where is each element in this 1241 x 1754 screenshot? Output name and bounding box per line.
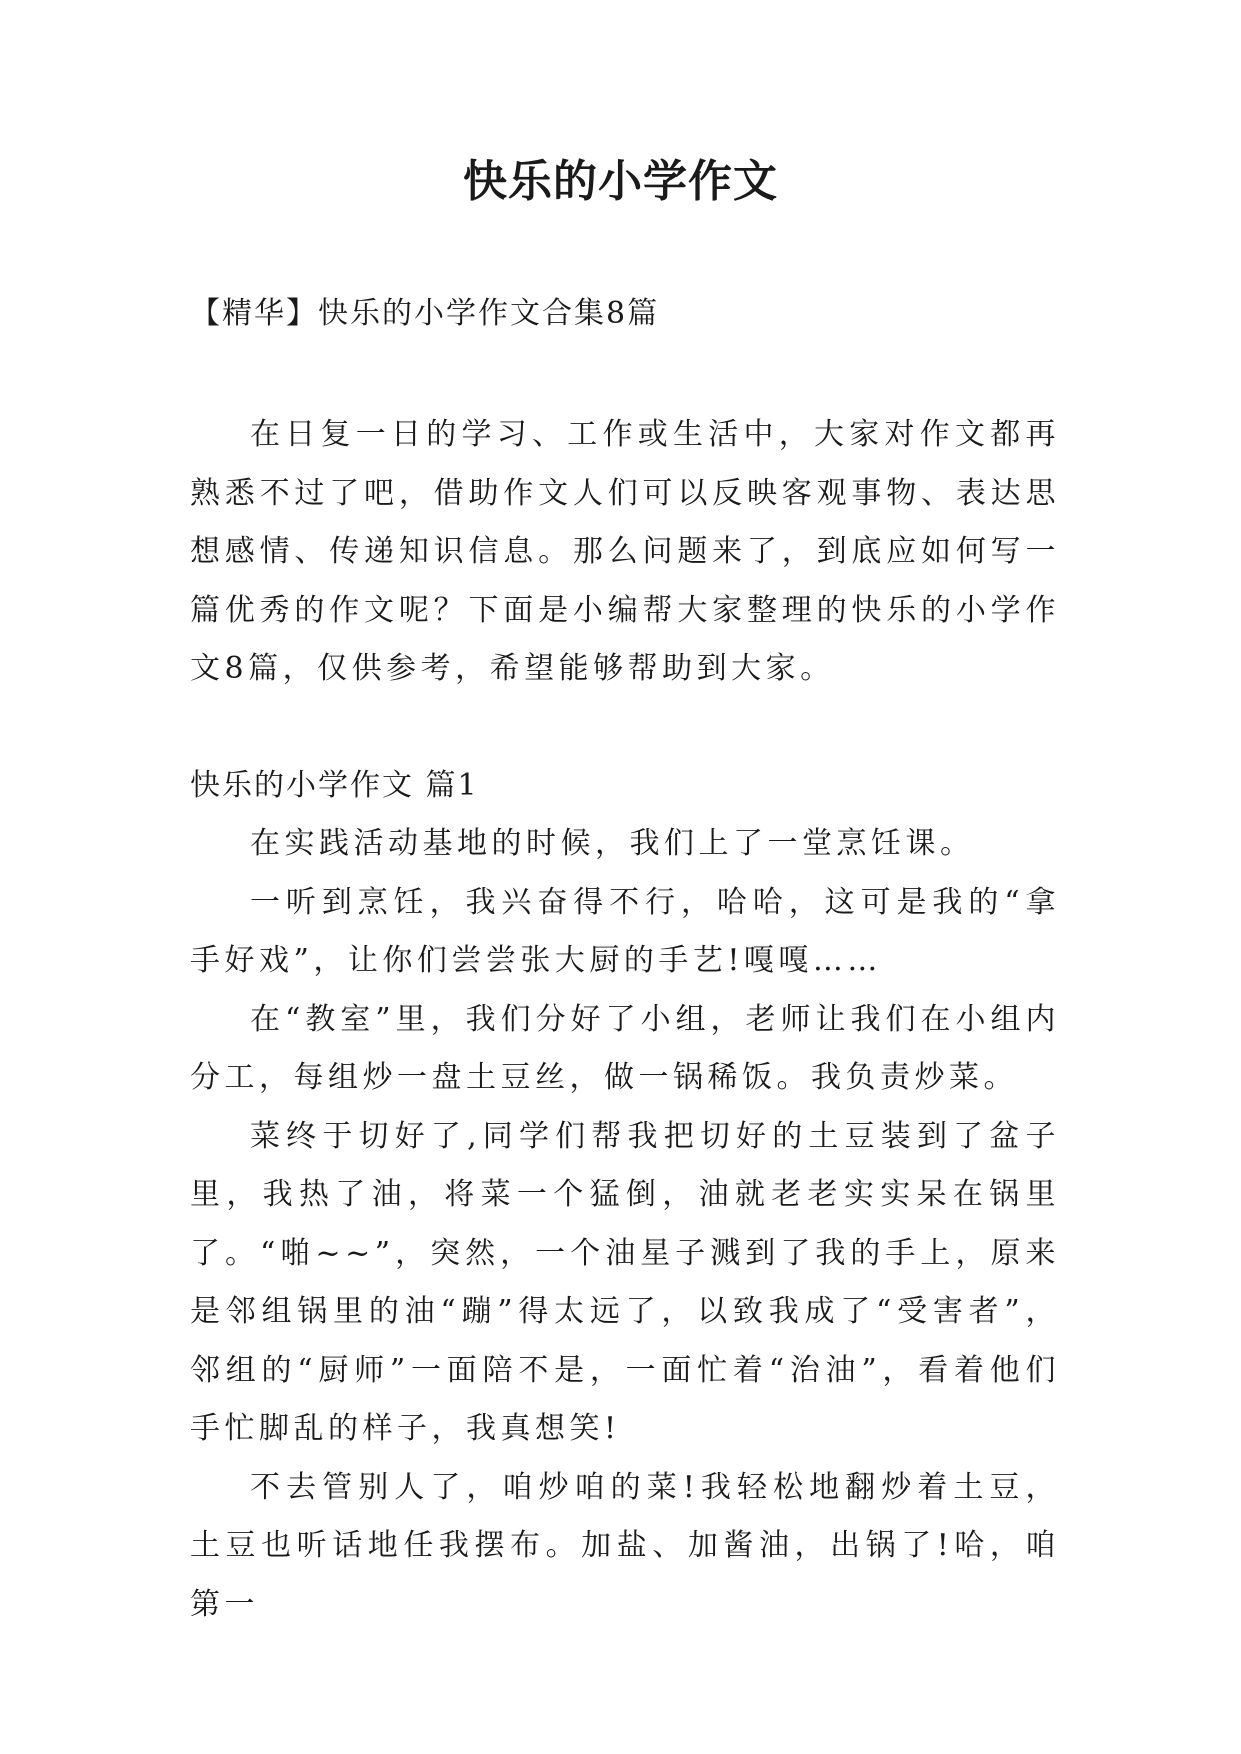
body-paragraph: 菜终于切好了,同学们帮我把切好的土豆装到了盆子里，我热了油，将菜一个猛倒，油就老老实实呆在锅里了。“啪~~”，突然，一个油星子溅到了我的手上，原来是邻组锅里的油“蹦”得太远了，以致我成了“受害者”，邻组的“厨师”一面陪不是，一面忙着“治油”，看着他们手忙脚乱的样子，我真想笑! <box>190 1118 1060 1446</box>
section-heading: 快乐的小学作文 篇1 <box>190 767 479 803</box>
intro-paragraph: 在日复一日的学习、工作或生活中，大家对作文都再熟悉不过了吧，借助作文人们可以反映客观事物、表达思想感情、传递知识信息。那么问题来了，到底应如何写一篇优秀的作文呢？下面是小编帮大家整理的快乐的小学作文8篇，仅供参考，希望能够帮助到大家。 <box>190 417 1060 686</box>
body-paragraph: 在“教室”里，我们分好了小组，老师让我们在小组内分工，每组炒一盘土豆丝，做一锅稀饭。我负责炒菜。 <box>190 1001 1060 1095</box>
body-paragraph: 不去管别人了，咱炒咱的菜!我轻松地翻炒着土豆，土豆也听话地任我摆布。加盐、加酱油，出锅了!哈，咱第一 <box>190 1469 1060 1622</box>
body-paragraph: 一听到烹饪，我兴奋得不行，哈哈，这可是我的“拿手好戏”，让你们尝尝张大厨的手艺!嘎嘎…… <box>190 884 1060 978</box>
body-paragraph: 在实践活动基地的时候，我们上了一堂烹饪课。 <box>250 826 975 861</box>
document-body <box>190 406 1060 1634</box>
document-subtitle: 【精华】快乐的小学作文合集8篇 <box>190 296 660 331</box>
document-title: 快乐的小学作文 <box>463 156 778 207</box>
